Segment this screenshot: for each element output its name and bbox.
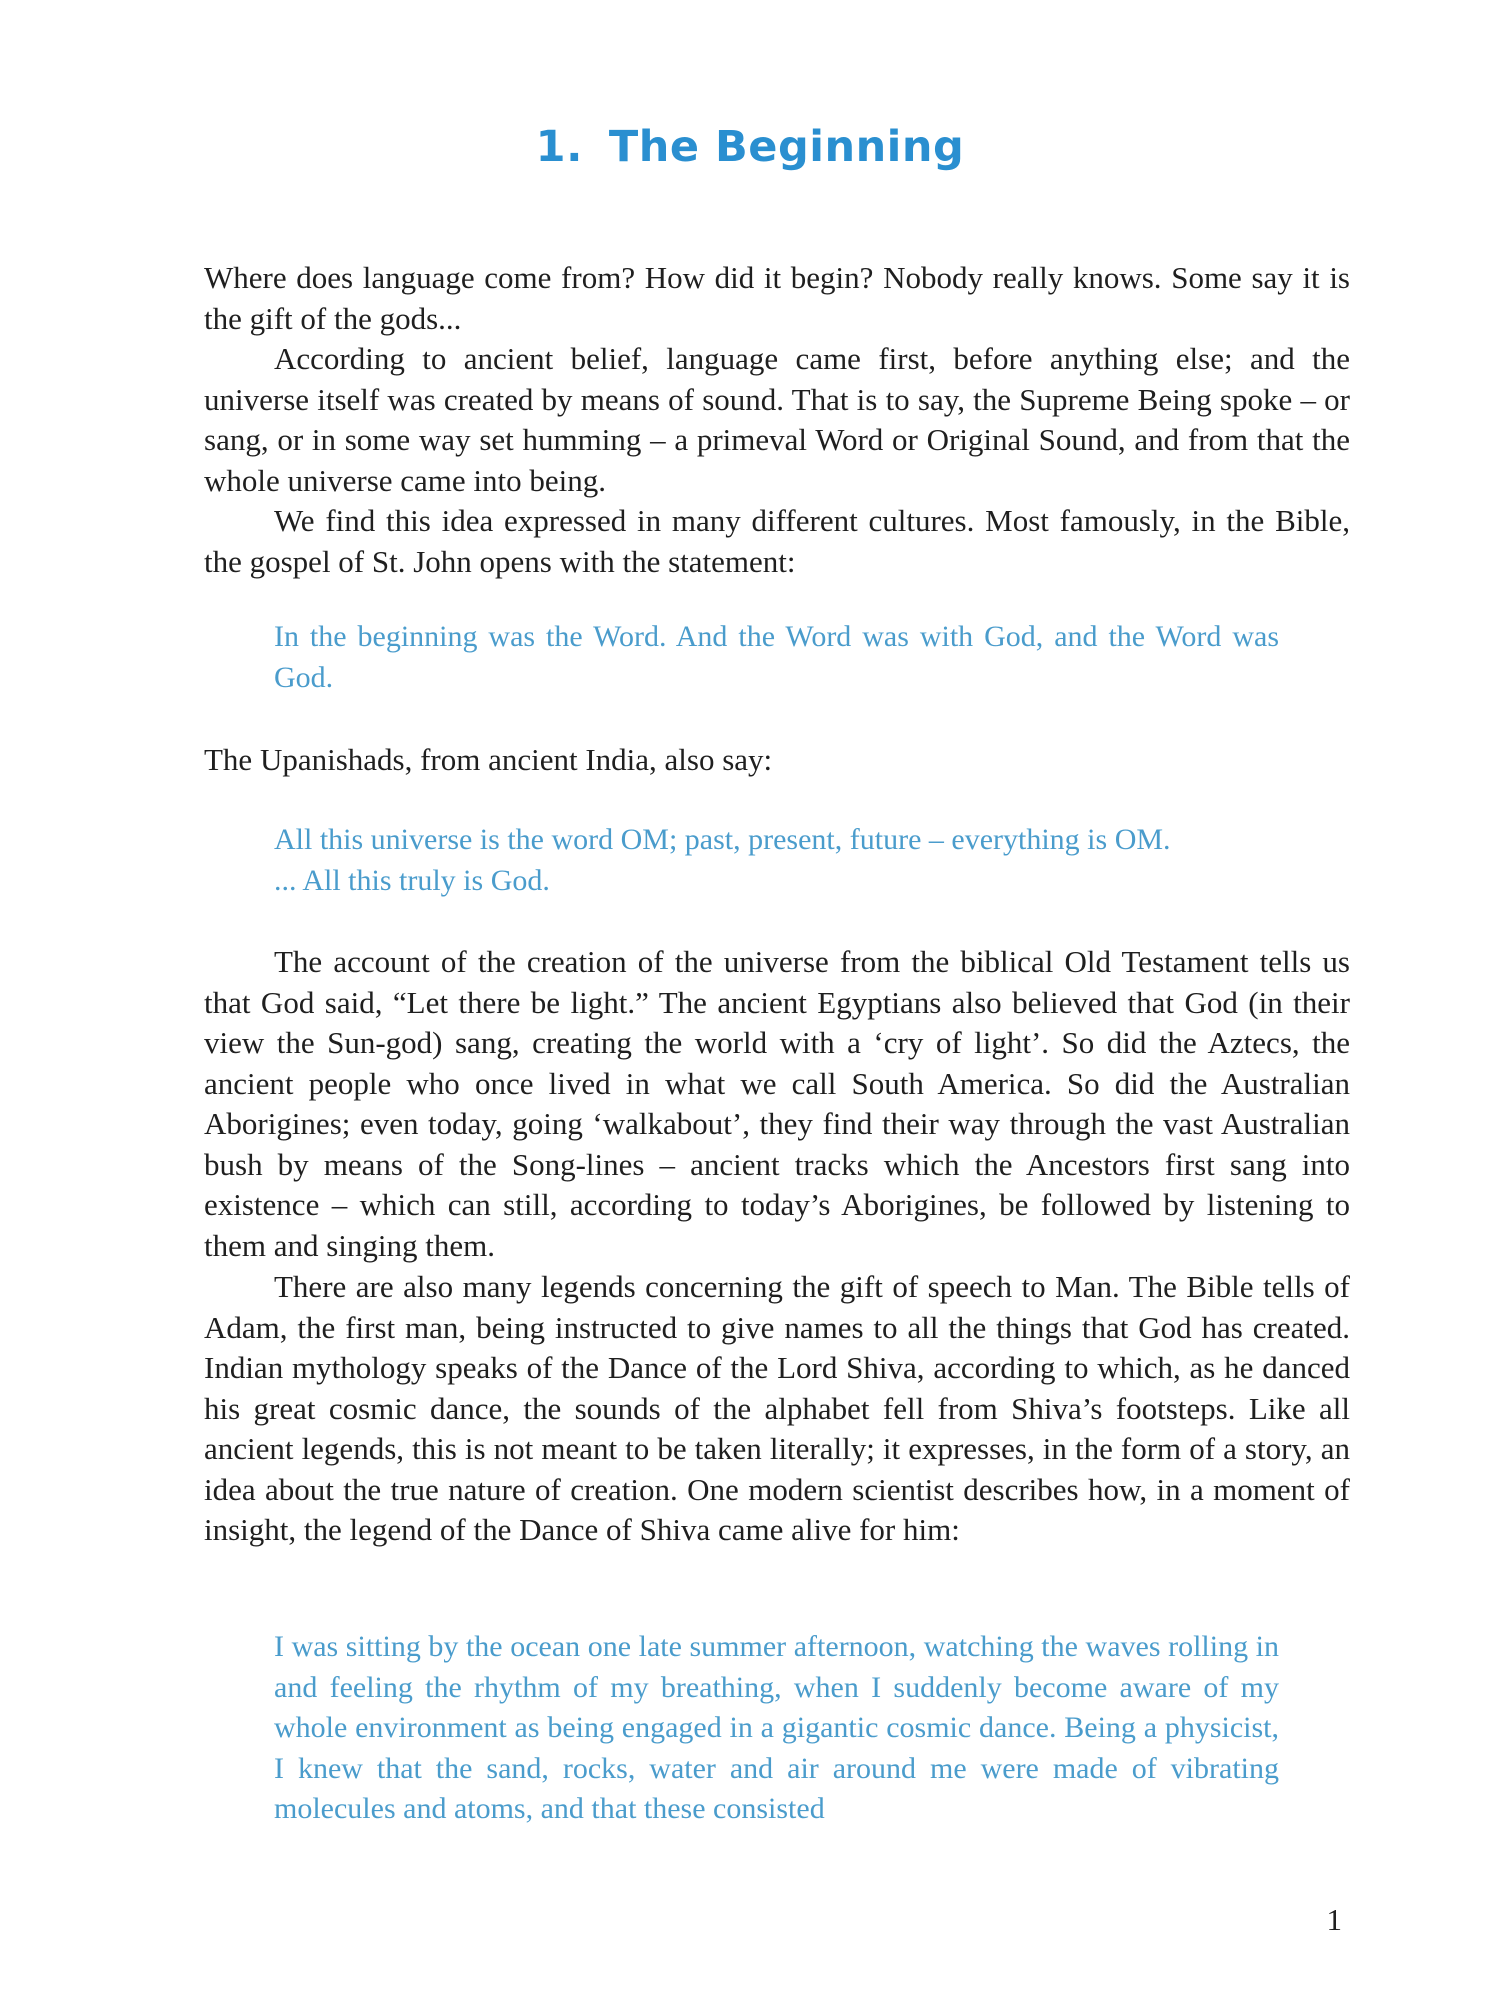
paragraph-5: The account of the creation of the universe from the biblical Old Testament tells us that God said, “Let there be light.” The ancient Egyptians also believed that God (in their view the Sun-god) sang, creating the world with a ‘cry of light’. So did the Aztecs, the ancient people who once lived in what we call South America. So did the Australian Aborigines; even today, going ‘walkabout’, they find their way through the vast Australian bush by means of the Song-lines – ancient tracks which the Ancestors first sang into existence – which can still, according to today’s Aborigines, be followed by listening to them and singing them. (204, 944, 1350, 1263)
quote-upanishads (274, 820, 1279, 901)
paragraph-3: We find this idea expressed in many different cultures. Most famously, in the Bible, the gospel of St. John opens with the statement: (204, 503, 1350, 579)
chapter-number: 1. (535, 122, 583, 172)
page-number: 1 (1326, 1902, 1342, 1937)
quote-upanishads-line-1: All this universe is the word OM; past, present, future – everything is OM. (274, 823, 1171, 856)
paragraph-4: The Upanishads, from ancient India, also say: (204, 742, 773, 777)
quote-gospel-john: In the beginning was the Word. And the Word was with God, and the Word was God. (274, 620, 1279, 694)
chapter-title (0, 122, 1500, 172)
quote-physicist: I was sitting by the ocean one late summer afternoon, watching the waves rolling in and feeling the rhythm of my breathing, when I suddenly become aware of my whole environment as being engaged in a gigantic cosmic dance. Being a physicist, I knew that the sand, rocks, water and air around me were made of vibrating molecules and atoms, and that these consisted (274, 1630, 1279, 1825)
paragraph-6: There are also many legends concerning the gift of speech to Man. The Bible tells of Adam, the first man, being instructed to give names to all the things that God has created. Indian mythology speaks of the Dance of the Lord Shiva, according to which, as he danced his great cosmic dance, the sounds of the alphabet fell from Shiva’s footsteps. Like all ancient legends, this is not meant to be taken literally; it expresses, in the form of a story, an idea about the true nature of creation. One modern scientist describes how, in a moment of insight, the legend of the Dance of Shiva came alive for him: (204, 1269, 1350, 1547)
chapter-title-text: The Beginning (608, 122, 965, 172)
paragraph-1: Where does language come from? How did it begin? Nobody really knows. Some say it is the gift of the gods... (204, 260, 1350, 336)
quote-upanishads-line-2: ... All this truly is God. (274, 863, 550, 897)
paragraph-2: According to ancient belief, language came first, before anything else; and the universe itself was created by means of sound. That is to say, the Supreme Being spoke – or sang, or in some way set humming – a primeval Word or Original Sound, and from that the whole universe came into being. (204, 341, 1350, 498)
